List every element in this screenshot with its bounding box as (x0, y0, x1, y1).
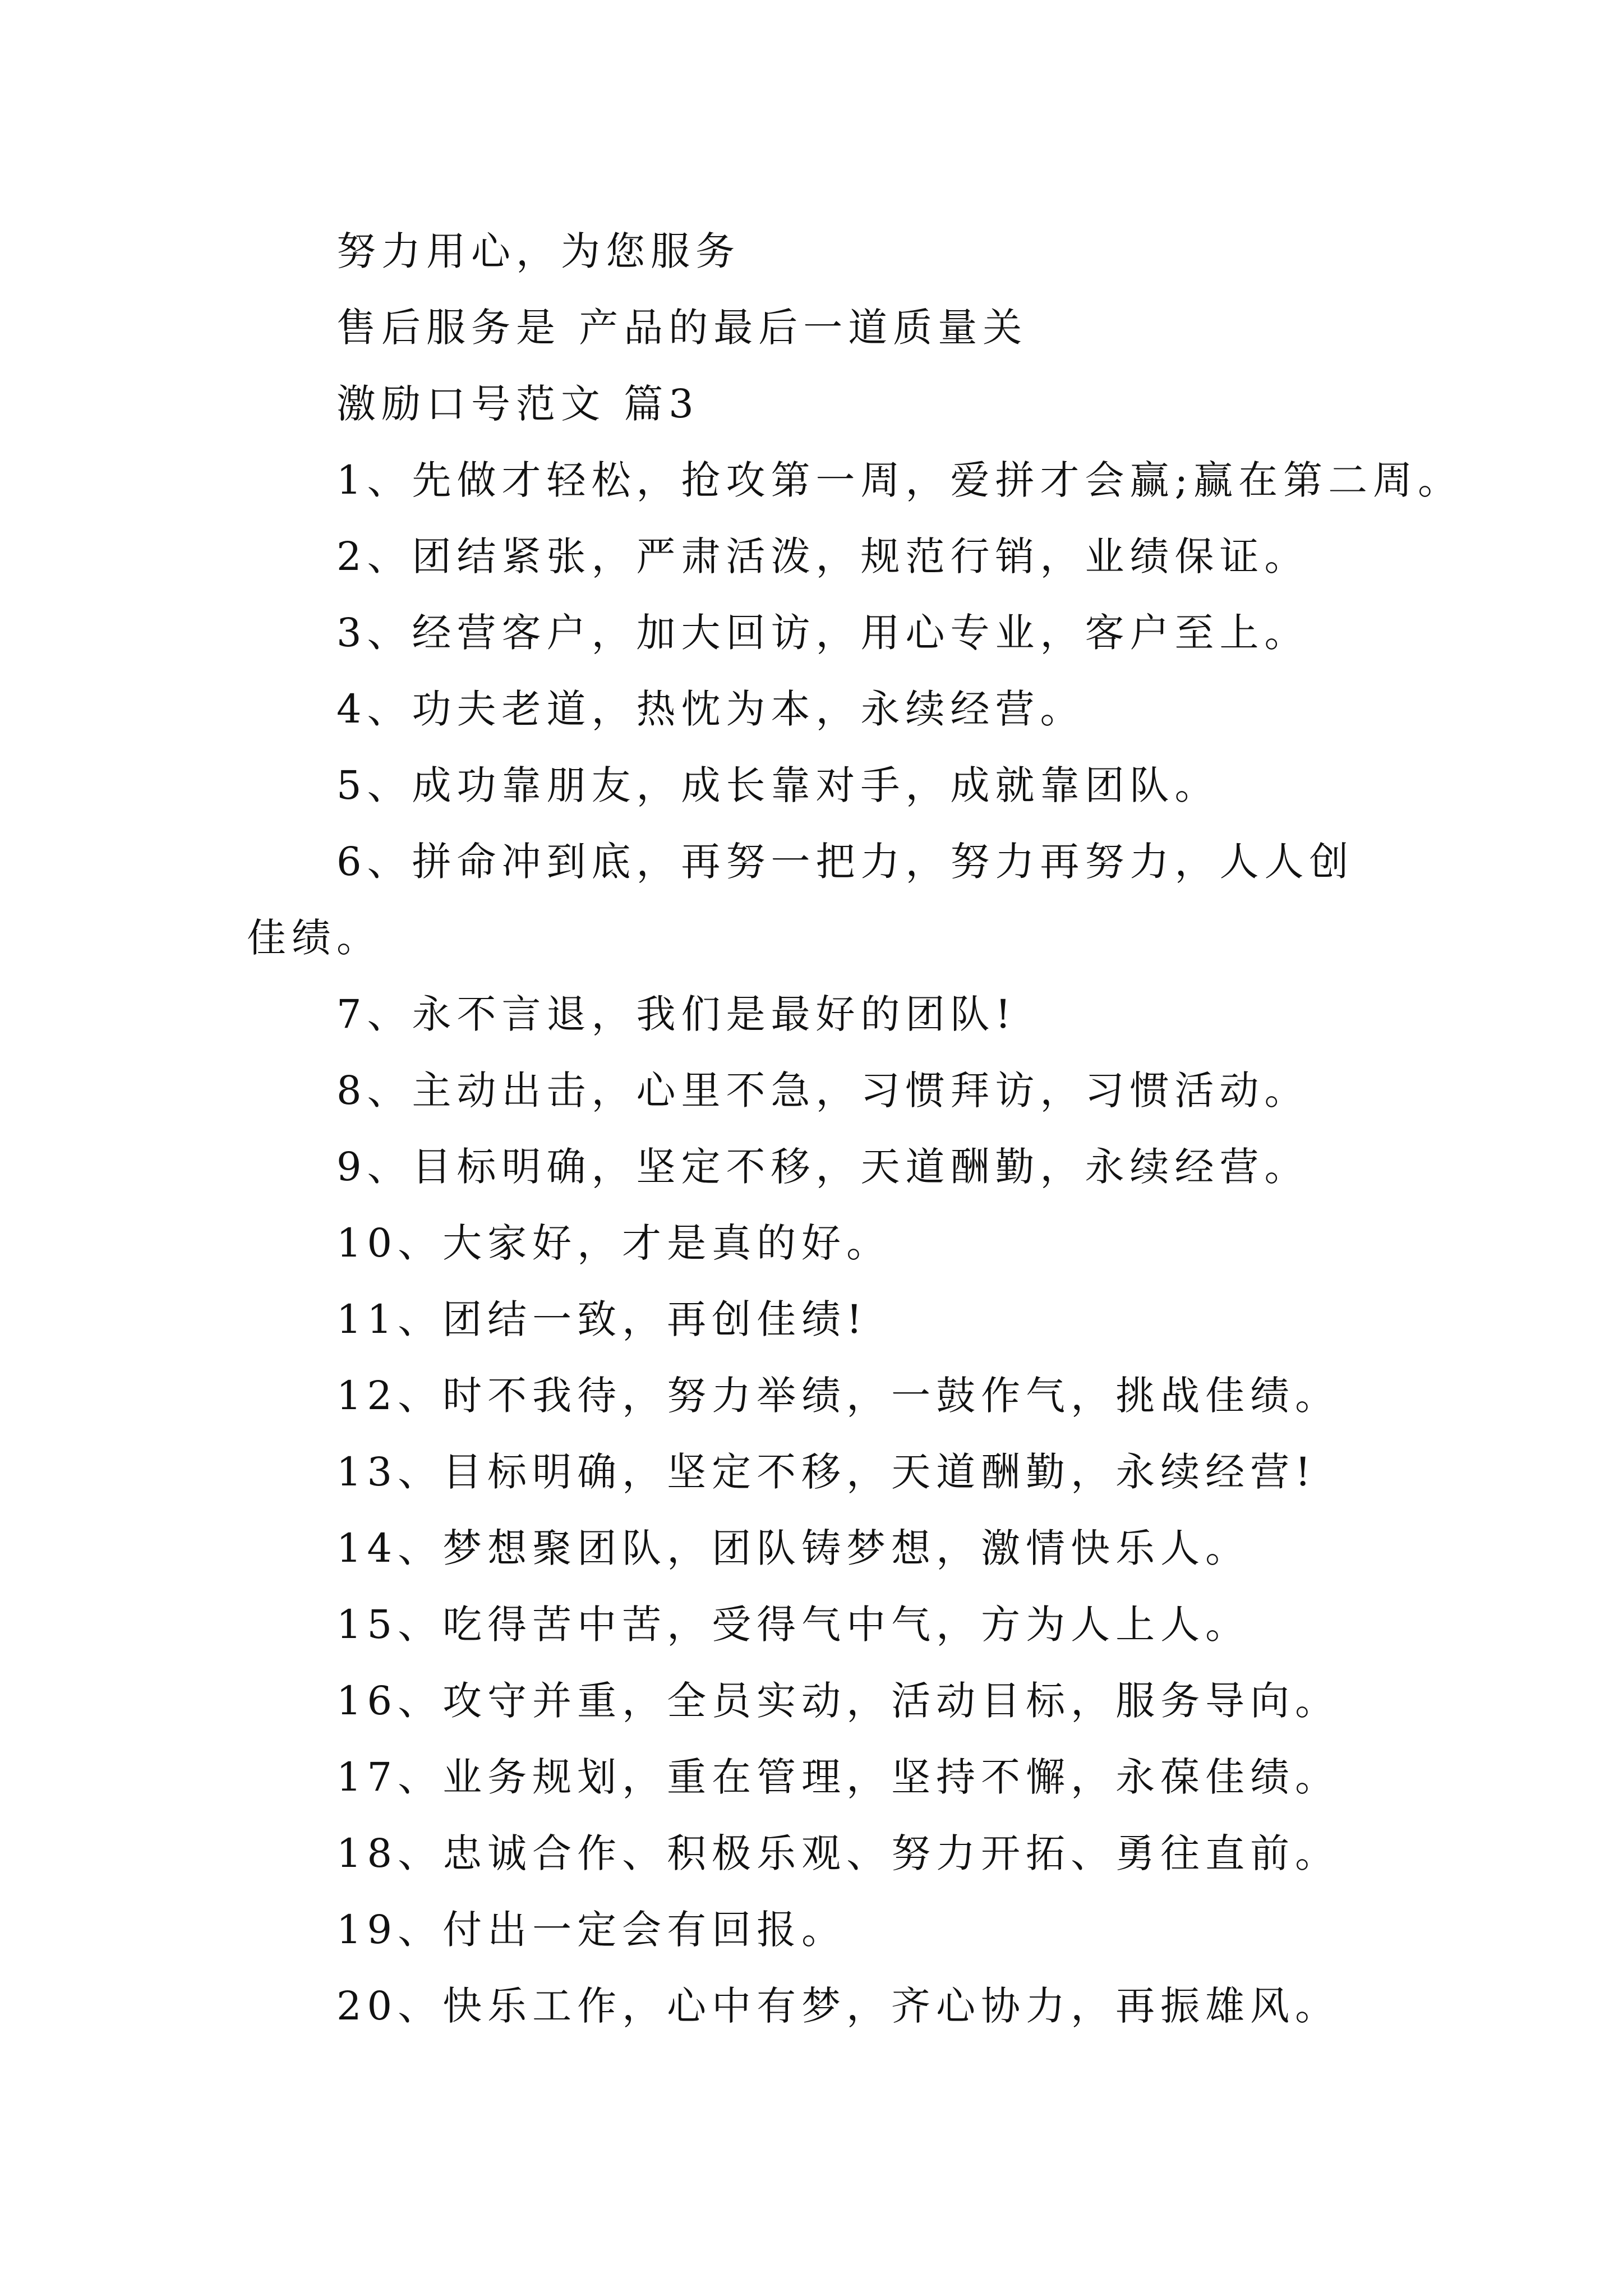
list-item: 5、成功靠朋友，成长靠对手，成就靠团队。 (336, 762, 1220, 808)
document-body (247, 213, 1463, 2044)
list-item: 11、团结一致，再创佳绩! (336, 1296, 868, 1342)
list-item: 15、吃得苦中苦，受得气中气，方为人上人。 (336, 1602, 1251, 1648)
list-item: 16、攻守并重，全员实动，活动目标，服务导向。 (336, 1678, 1340, 1724)
list-item: 19、付出一定会有回报。 (336, 1907, 847, 1953)
list-item: 1、先做才轻松，抢攻第一周，爱拼才会赢;赢在第二周。 (336, 457, 1463, 503)
list-item: 20、快乐工作，心中有梦，齐心协力，再振雄风。 (336, 1983, 1340, 2029)
list-item: 13、目标明确，坚定不移，天道酬勤，永续经营! (336, 1449, 1317, 1495)
list-item: 6、拼命冲到底，再努一把力，努力再努力，人人创佳绩。 (247, 839, 1354, 961)
list-item: 18、忠诚合作、积极乐观、努力开拓、勇往直前。 (336, 1830, 1340, 1876)
list-item: 17、业务规划，重在管理，坚持不懈，永葆佳绩。 (336, 1754, 1340, 1800)
list-item: 2、团结紧张，严肃活泼，规范行销，业绩保证。 (336, 533, 1310, 579)
section-heading: 激励口号范文 篇3 (336, 381, 699, 427)
list-item: 3、经营客户，加大回访，用心专业，客户至上。 (336, 610, 1310, 656)
list-item: 4、功夫老道，热忱为本，永续经营。 (336, 686, 1085, 732)
list-item: 14、梦想聚团队，团队铸梦想，激情快乐人。 (336, 1525, 1251, 1571)
intro-line: 努力用心，为您服务 (336, 228, 740, 274)
list-item: 12、时不我待，努力举绩，一鼓作气，挑战佳绩。 (336, 1373, 1340, 1419)
list-item: 10、大家好，才是真的好。 (336, 1220, 892, 1266)
list-item: 7、永不言退，我们是最好的团队! (336, 991, 1017, 1037)
list-item: 8、主动出击，心里不急，习惯拜访，习惯活动。 (336, 1068, 1310, 1114)
list-item: 9、目标明确，坚定不移，天道酬勤，永续经营。 (336, 1144, 1310, 1190)
intro-line: 售后服务是 产品的最后一道质量关 (336, 305, 1028, 351)
